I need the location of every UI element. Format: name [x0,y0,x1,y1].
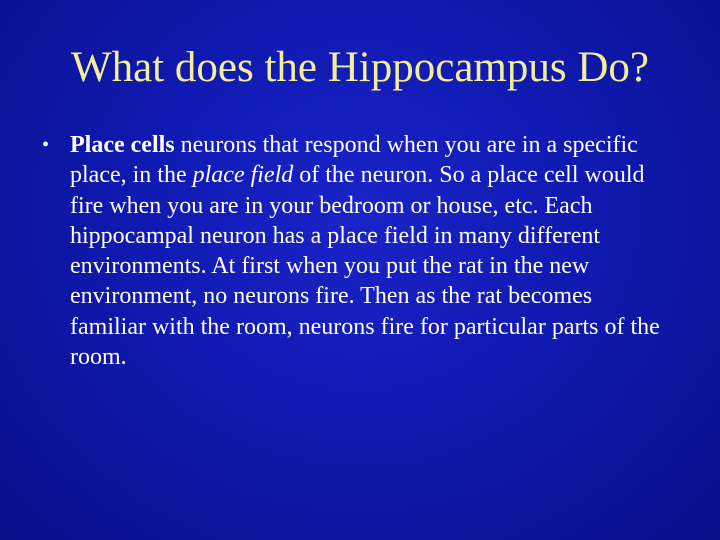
bullet-text-before-emphasis: neurons that respond when you are in a specific place, in the [70,132,638,189]
bullet-list [40,130,670,372]
bullet-term: Place cells [70,132,175,158]
bullet-item-place-cells [40,130,670,372]
slide-title: What does the Hippocampus Do? [71,44,649,91]
bullet-text-after-emphasis: of the neuron. So a place cell would fire when you are in your bedroom or house, etc. Each hippocampal neuron has a place field in many different environments. At first when you put the rat in the new environment, no neurons fire. Then as the rat becomes familiar with the room, neurons fire for particular parts of the room. [70,162,660,371]
bullet-emphasis: place field [192,162,294,189]
bullet-marker: • [42,134,50,156]
